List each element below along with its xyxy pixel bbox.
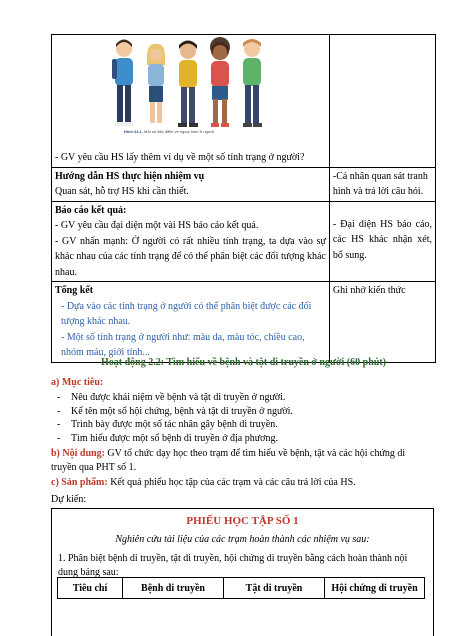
student-report-cell: - Đại diện HS báo cáo, các HS khác nhận xét, bổ sung. bbox=[329, 201, 435, 282]
question-cell: - GV yêu cầu HS lấy thêm ví dụ về một số tính trạng ở người? bbox=[52, 149, 330, 167]
table-header-cell: Hội chứng di truyền bbox=[325, 578, 425, 599]
summary-title: Tổng kết bbox=[55, 285, 94, 296]
guide-title: Hướng dẫn HS thực hiện nhiệm vụ bbox=[55, 170, 205, 182]
list-item: - Trình bày được một số tác nhân gây bệnh di truyền. bbox=[51, 418, 426, 432]
summary-point-2: - Một số tính trạng ở người như: màu da, màu tóc, chiều cao, nhóm máu, giới tính... bbox=[61, 331, 305, 358]
product-heading: c) Sản phẩm: bbox=[51, 477, 108, 488]
report-title: Báo cáo kết quả: bbox=[55, 204, 127, 216]
worksheet-title: PHIẾU HỌC TẬP SỐ 1 bbox=[186, 515, 299, 527]
table-row bbox=[52, 201, 436, 282]
worksheet-subtitle: Nghiên cứu tài liệu của các trạm hoàn thành các nhiệm vụ sau: bbox=[115, 534, 370, 545]
objectives-list bbox=[51, 391, 426, 445]
list-item: - Nêu được khái niệm về bệnh và tật di truyền ở người. bbox=[51, 391, 426, 405]
table-header-cell: Tiêu chí bbox=[58, 578, 123, 599]
illustration-cell bbox=[52, 35, 330, 150]
right-cell-empty bbox=[329, 35, 435, 168]
content-text: GV tổ chức dạy học theo trạm để tìm hiểu về bệnh, tật và các hội chứng di truyền qua PHT số 1. bbox=[51, 448, 406, 473]
product-text: Kết quả phiếu học tập của các trạm và các câu trả lời của HS. bbox=[107, 477, 356, 488]
memorize-cell: Ghi nhớ kiến thức bbox=[329, 282, 435, 363]
worksheet-task: 1. Phân biệt bệnh di truyền, tật di truyền, hội chứng di truyền bằng cách hoàn thành nội dung bảng sau: bbox=[58, 553, 408, 578]
list-item: - Kể tên một số hội chứng, bệnh và tật di truyền ở người. bbox=[51, 405, 426, 419]
list-item: - Tìm hiểu được một số bệnh di truyền ở địa phương. bbox=[51, 432, 426, 446]
table-header-cell: Tật di truyền bbox=[224, 578, 325, 599]
worksheet-table bbox=[57, 577, 425, 599]
students-illustration bbox=[52, 35, 323, 149]
summary-point-1: - Dựa vào các tính trạng ở người có thể phân biệt được các đối tượng khác nhau. bbox=[61, 300, 312, 327]
figure-caption: Hình 44.1. Một số đặc điểm về ngoại hình ở người bbox=[124, 129, 214, 134]
guide-text: Quan sát, hỗ trợ HS khi cần thiết. bbox=[55, 186, 189, 197]
product-paragraph bbox=[51, 476, 431, 490]
worksheet-box bbox=[51, 508, 434, 636]
report-cell bbox=[52, 201, 330, 282]
lesson-table bbox=[51, 34, 436, 363]
table-row bbox=[52, 282, 436, 363]
report-text-1: - GV yêu cầu đại diện một vài HS báo cáo kết quả. bbox=[55, 220, 259, 231]
activity-title: Hoạt động 2.2: Tìm hiểu về bệnh và tật di truyền ở người (60 phút) bbox=[101, 357, 386, 368]
objectives-heading: a) Mục tiêu: bbox=[51, 377, 104, 388]
report-text-2: - GV nhấn mạnh: Ở người có rất nhiều tính trạng, ta dựa vào sự khác nhau của các tính trạng để có thể phân biệt các đối tượng khác nhau. bbox=[55, 235, 326, 278]
guide-cell bbox=[52, 167, 330, 201]
content-heading: b) Nội dung: bbox=[51, 448, 105, 459]
student-task-cell: -Cá nhân quan sát tranh hình và trả lời câu hỏi. bbox=[329, 167, 435, 201]
table-row bbox=[52, 35, 436, 150]
table-header-cell: Bệnh di truyền bbox=[123, 578, 224, 599]
content-paragraph bbox=[51, 447, 431, 475]
expected-label: Dự kiến: bbox=[51, 494, 87, 505]
summary-cell bbox=[52, 282, 330, 363]
table-row bbox=[52, 167, 436, 201]
table-row bbox=[58, 578, 425, 599]
